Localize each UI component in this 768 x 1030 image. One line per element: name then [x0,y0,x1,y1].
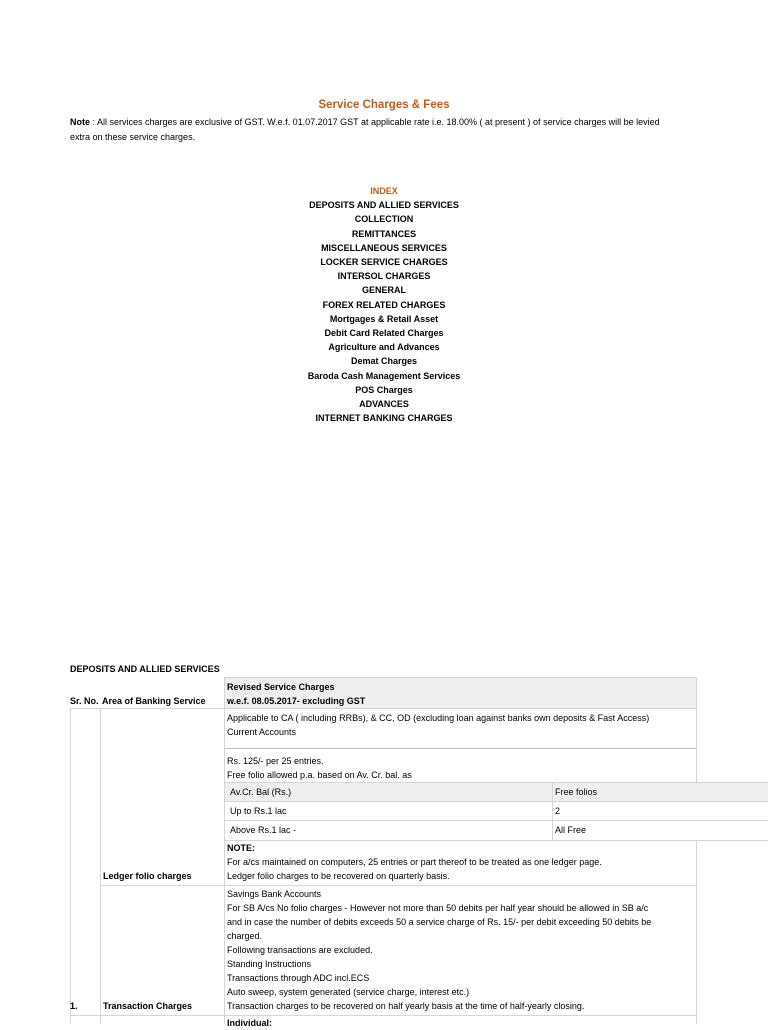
table-line [224,677,225,1024]
index-item[interactable]: DEPOSITS AND ALLIED SERVICES [309,200,459,211]
index-item[interactable]: COLLECTION [354,214,414,225]
subtable-cell: All Free [555,825,587,835]
index-item[interactable]: GENERAL [361,285,406,296]
col-header-charges: Revised Service Charges [227,682,335,692]
table-line [696,840,697,1024]
sb-line: For SB A/cs No folio charges - However not more than 50 debits per half year should be allowed in SB a/c [227,903,649,913]
sb-line: and in case the number of debits exceeds 50 a service charge of Rs. 15/- per debit exceeding 50 debits be [227,917,652,927]
table-line [70,708,696,709]
table-line [552,782,553,840]
col-header-sr: Sr. No. [70,696,99,706]
note-line-2: extra on these service charges. [70,132,196,142]
index-item[interactable]: LOCKER SERVICE CHARGES [320,257,448,268]
sb-line: Standing Instructions [227,959,312,969]
index-item[interactable]: Demat Charges [350,356,418,367]
sb-line: Savings Bank Accounts [227,889,322,899]
current-accounts-text: Current Accounts [227,727,297,737]
index-item[interactable]: Mortgages & Retail Asset [329,313,439,324]
next-row-text: Individual: [227,1018,272,1028]
table-line [100,885,696,886]
sb-line: Transactions through ADC incl.ECS [227,973,370,983]
index-item[interactable]: POS Charges [355,384,413,395]
sb-line: charged. [227,931,263,941]
col-header-area: Area of Banking Service [102,696,206,706]
table-line [224,820,768,821]
index-item[interactable]: Debit Card Related Charges [324,328,444,339]
sb-line: Following transactions are excluded. [227,945,373,955]
table-line [70,708,71,1024]
subtable-header-balance: Av.Cr. Bal (Rs.) [230,787,292,797]
page-title: Service Charges & Fees [318,99,450,111]
subtable-cell: Above Rs.1 lac - [230,825,297,835]
applicable-text: Applicable to CA ( including RRBs), & CC, OD (excluding loan against banks own deposits & Fast Access) [227,713,650,723]
table-line [696,677,697,782]
index-item[interactable]: Baroda Cash Management Services [307,370,461,381]
transaction-charges-label: Transaction Charges [103,1001,193,1011]
col-header-charges-date: w.e.f. 08.05.2017- excluding GST [227,696,366,706]
note-text: For a/cs maintained on computers, 25 entries or part thereof to be treated as one ledger page. [227,857,602,867]
table-line [224,782,768,783]
row-number: 1. [70,1001,78,1011]
subtable-cell: 2 [555,806,561,816]
note-line-1: : All services charges are exclusive of GST. W.e.f. 01.07.2017 GST at applicable rate i.e. 18.00% ( at present ) of service charges will be levied [90,117,660,127]
table-line [224,748,696,749]
note-text: Ledger folio charges to be recovered on quarterly basis. [227,871,450,881]
note-label: Note [70,117,90,127]
rate-text: Rs. 125/- per 25 entries. [227,756,324,766]
index-item[interactable]: INTERNET BANKING CHARGES [315,413,453,424]
index-item[interactable]: MISCELLANEOUS SERVICES [321,242,447,253]
subheader-shade [224,782,768,801]
index-list [0,184,768,425]
sb-line: Transaction charges to be recovered on half yearly basis at the time of half-yearly closing. [227,1001,585,1011]
table-line [224,840,768,841]
gst-note [70,115,710,145]
index-item[interactable]: Agriculture and Advances [328,342,440,353]
subtable-header-folios: Free folios [555,787,598,797]
ledger-folio-label: Ledger folio charges [103,871,192,881]
table-line [224,677,696,678]
sb-line: Auto sweep, system generated (service charge, interest etc.) [227,987,470,997]
index-item[interactable]: ADVANCES [359,399,409,410]
section-heading: DEPOSITS AND ALLIED SERVICES [70,664,220,674]
table-line [70,1015,696,1016]
table-line [100,708,101,1024]
note-heading: NOTE: [227,843,255,853]
table-line [224,801,768,802]
index-heading: INDEX [370,186,398,196]
index-item[interactable]: INTERSOL CHARGES [337,271,431,282]
index-item[interactable]: FOREX RELATED CHARGES [322,299,446,310]
free-folio-text: Free folio allowed p.a. based on Av. Cr. bal. as [227,770,412,780]
subtable-cell: Up to Rs.1 lac [230,806,287,816]
index-item[interactable]: REMITTANCES [351,228,417,239]
